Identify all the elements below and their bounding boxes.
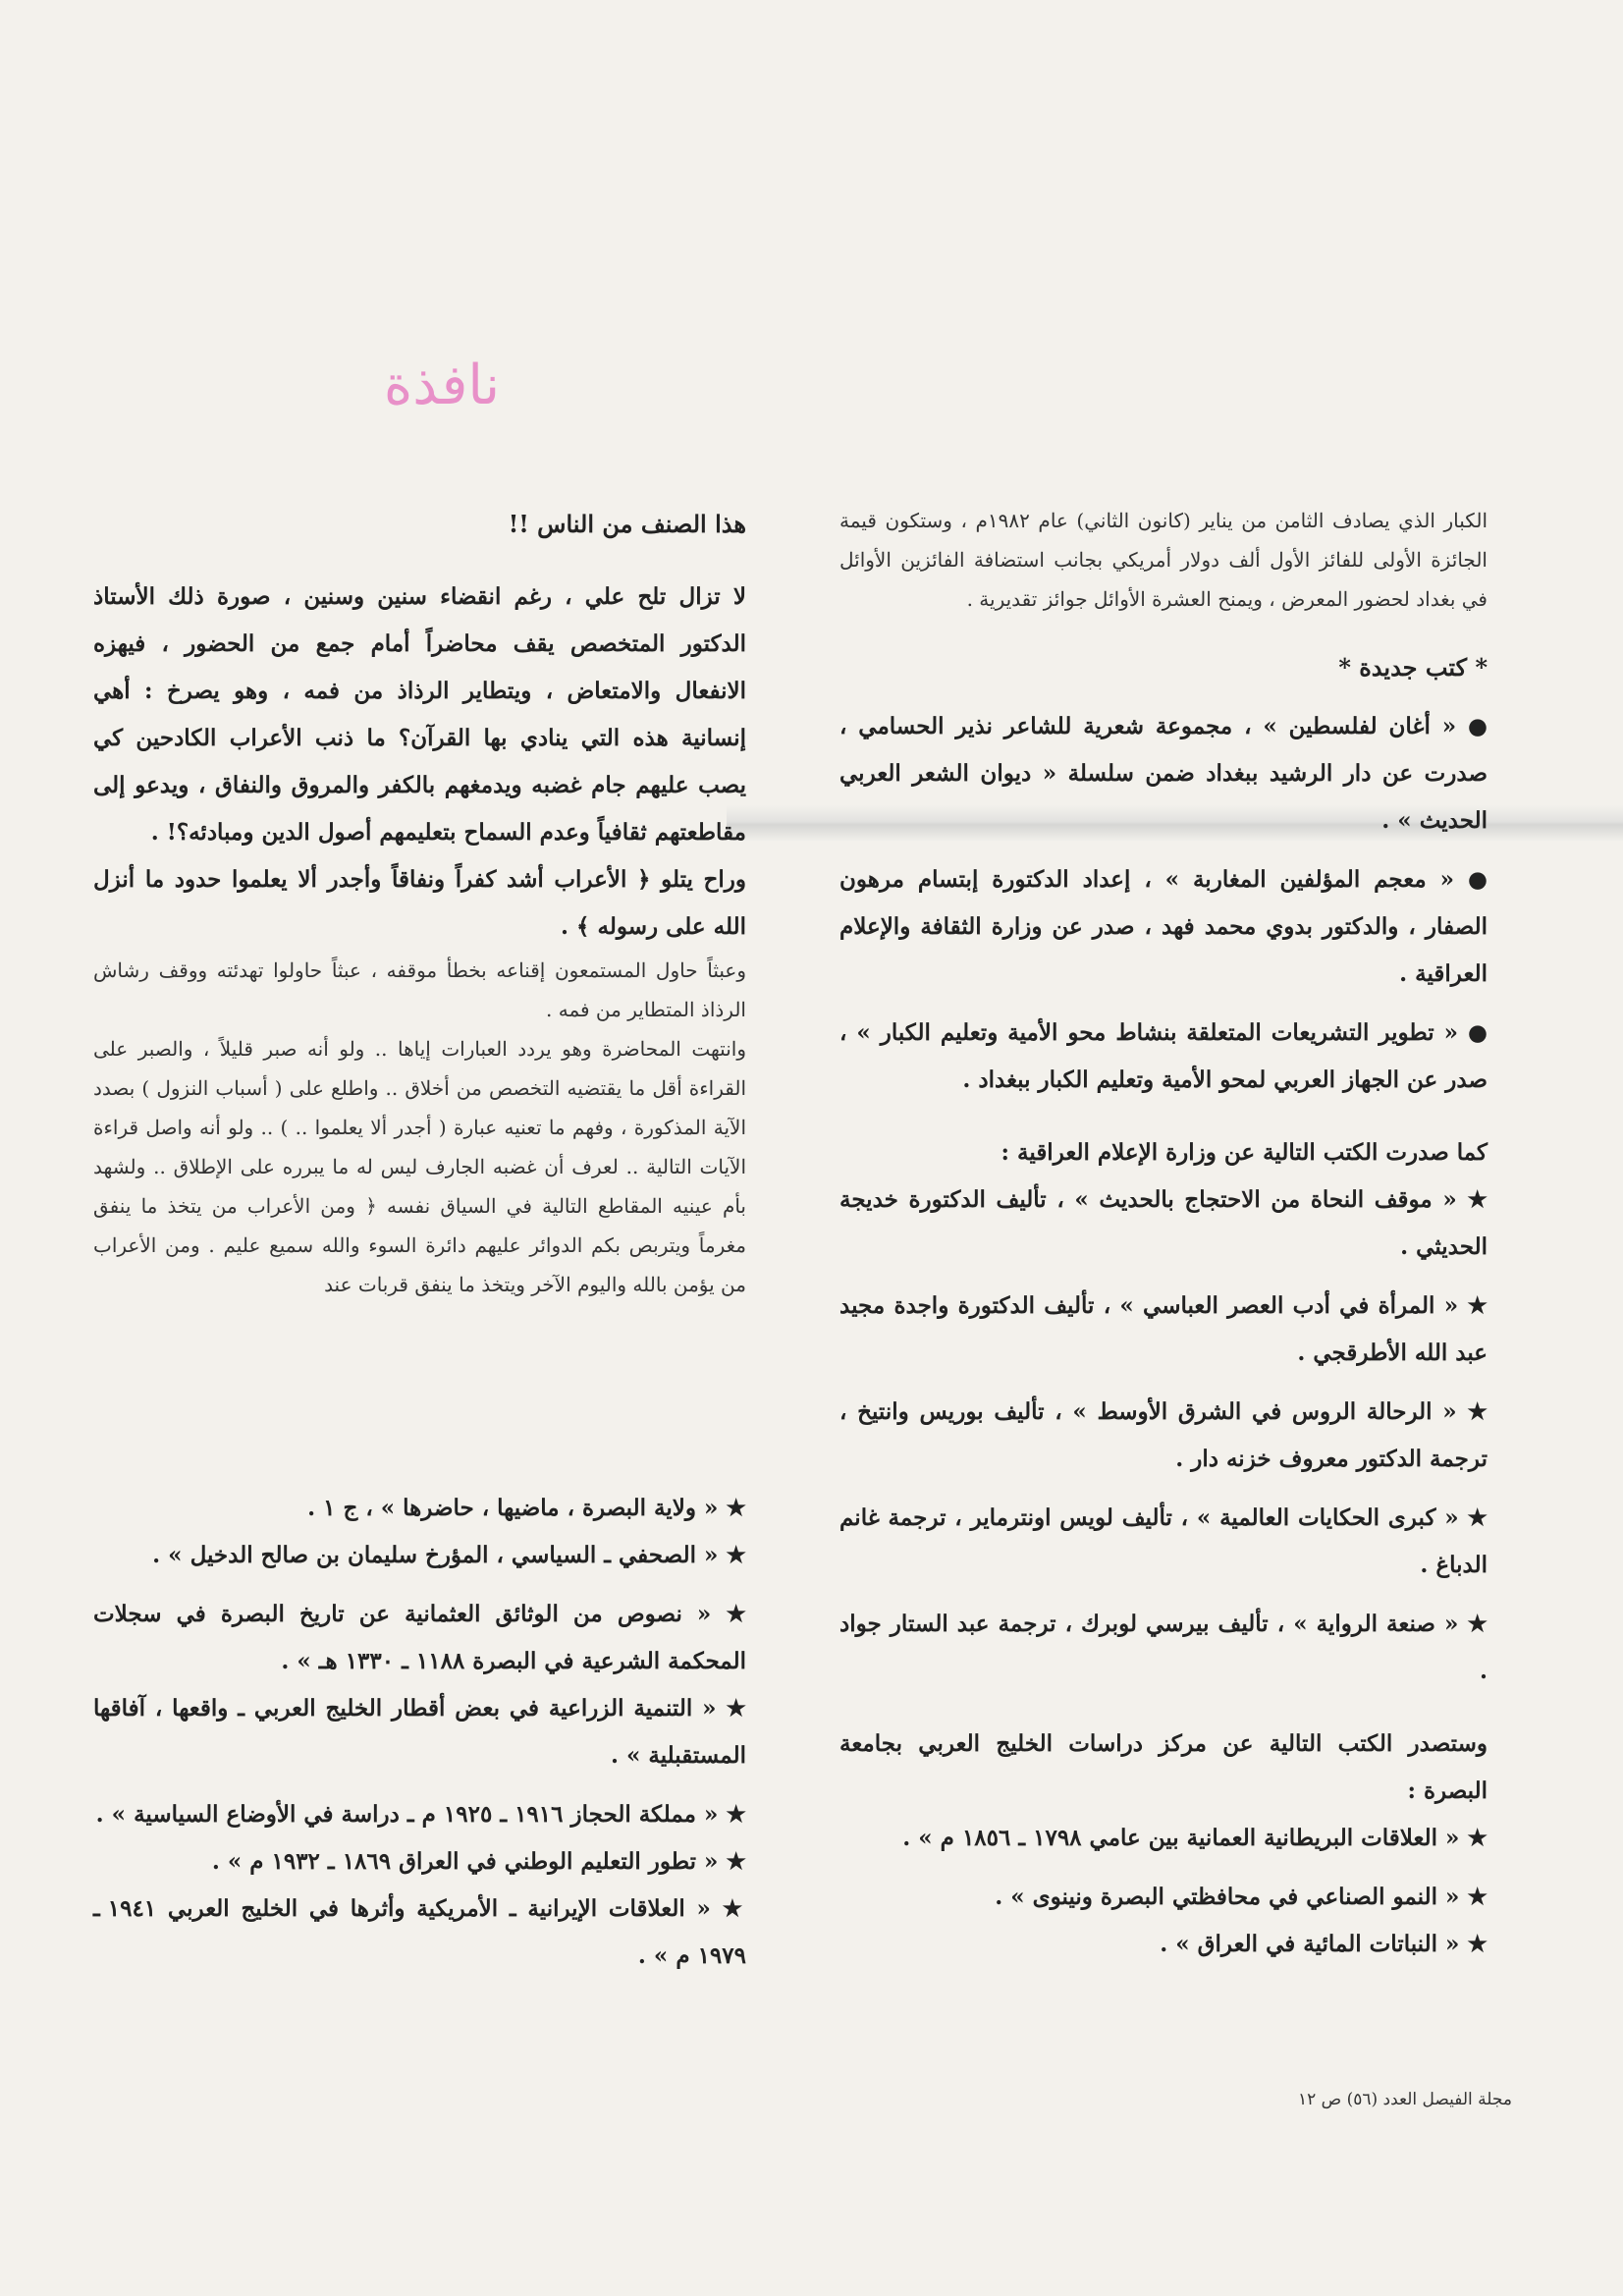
article-small-paragraph: وانتهت المحاضرة وهو يردد العبارات إياها .. ولو أنه صبر قليلاً ، والصبر على القراءة أقل ما يقتضيه التخصص من أخلاق .. واطلع على ( أسباب النزول ) بصدد الآية المذكورة ، وفهم ما تعنيه عبارة ( أجدر ألا يعلموا .. ) .. ولو أنه واصل قراءة الآيات التالية .. لعرف أن غضبه الجارف ليس له ما يبرره على الإطلاق .. ولشهد بأم عينيه المقاطع التالية في السياق نفسه ﴿ ومن الأعراب من يتخذ ما ينفق مغرماً ويتربص بكم الدوائر عليهم دائرة السوء والله سميع عليم . ومن الأعراب من يؤمن بالله واليوم الآخر ويتخذ ما ينفق قربات عند: [93, 1037, 746, 1296]
book-item: ● « تطوير التشريعات المتعلقة بنشاط محو الأمية وتعليم الكبار » ، صدر عن الجهاز العربي لمحو الأمية وتعليم الكبار ببغداد .: [839, 1019, 1488, 1093]
intro-paragraph: الكبار الذي يصادف الثامن من يناير (كانون الثاني) عام ١٩٨٢م ، وستكون قيمة الجائزة الأولى للفائز الأول ألف دولار أمريكي بجانب استضافة الفائزين الأوائل في بغداد لحضور المعرض ، ويمنح العشرة الأوائل جوائز تقديرية .: [839, 509, 1488, 611]
center-book-item: ★ « النمو الصناعي في محافظتي البصرة ونينوى » .: [995, 1884, 1488, 1910]
center-book-item: ★ « العلاقات البريطانية العمانية بين عامي ١٧٩٨ ـ ١٨٥٦ م » .: [902, 1825, 1488, 1851]
ministry-book-item: ★ « الرحالة الروس في الشرق الأوسط » ، تأليف بوريس وانتيخ ، ترجمة الدكتور معروف خزنه دار .: [839, 1398, 1488, 1472]
basra-book-item: ★ « التنمية الزراعية في بعض أقطار الخليج العربي ـ واقعها ، آفاقها المستقبلية » .: [93, 1695, 746, 1769]
center-book-item: ★ « النباتات المائية في العراق » .: [1160, 1931, 1488, 1957]
center-intro: وستصدر الكتب التالية عن مركز دراسات الخليج العربي بجامعة البصرة :: [839, 1730, 1488, 1804]
article-paragraph: وراح يتلو ﴿ الأعراب أشد كفراً ونفاقاً وأجدر ألا يعلموا حدود ما أنزل الله على رسوله ﴾ .: [93, 866, 746, 940]
basra-book-item: ★ « تطور التعليم الوطني في العراق ١٨٦٩ ـ ١٩٣٢ م » .: [211, 1848, 746, 1875]
ministry-book-item: ★ « كبرى الحكايات العالمية » ، تأليف لويس اونترماير ، ترجمة غانم الدباغ .: [839, 1504, 1488, 1578]
basra-book-item: ★ « ولاية البصرة ، ماضيها ، حاضرها » ، ج ١ .: [307, 1495, 746, 1521]
left-column-book-list: [93, 1485, 746, 1980]
article-title: هذا الصنف من الناس !!: [508, 510, 746, 538]
basra-book-item: ★ « مملكة الحجاز ١٩١٦ ـ ١٩٢٥ م ـ دراسة في الأوضاع السياسية » .: [95, 1801, 746, 1828]
basra-book-item: ★ « العلاقات الإيرانية ـ الأمريكية وأثرها في الخليج العربي ١٩٤١ ـ ١٩٧٩ م » .: [93, 1895, 746, 1969]
book-item: ● « معجم المؤلفين المغاربة » ، إعداد الدكتورة إبتسام مرهون الصفار ، والدكتور بدوي محمد فهد ، صدر عن وزارة الثقافة والإعلام العراقية .: [839, 866, 1488, 987]
ministry-book-item: ★ « المرأة في أدب العصر العباسي » ، تأليف الدكتورة واجدة مجيد عبد الله الأطرقجي .: [839, 1292, 1488, 1366]
basra-book-item: ★ « الصحفي ـ السياسي ، المؤرخ سليمان بن صالح الدخيل » .: [152, 1542, 746, 1568]
ministry-book-item: ★ « موقف النحاة من الاحتجاج بالحديث » ، تأليف الدكتورة خديجة الحديثي .: [839, 1186, 1488, 1260]
left-column-article: [93, 501, 746, 1304]
basra-book-item: ★ « نصوص من الوثائق العثمانية عن تاريخ البصرة في سجلات المحكمة الشرعية في البصرة ١١٨٨ ـ ١٣٣٠ هـ » .: [93, 1601, 746, 1674]
page-title: نافذة: [383, 354, 501, 417]
page-footer: مجلة الفيصل العدد (٥٦) ص ١٢: [1297, 2090, 1512, 2109]
article-paragraph: لا تزال تلح علي ، رغم انقضاء سنين وسنين ، صورة ذلك الأستاذ الدكتور المتخصص يقف محاضراً أمام جمع من الحضور ، فيهزه الانفعال والامتعاض ، ويتطاير الرذاذ من فمه ، وهو يصرخ : أهي إنسانية هذه التي ينادي بها القرآن؟ ما ذنب الأعراب الكادحين كي يصب عليهم جام غضبه ويدمغهم بالكفر والمروق والنفاق ، ويدعو إلى مقاطعتهم ثقافياً وعدم السماح بتعليمهم أصول الدين ومبادئه؟! .: [93, 583, 746, 846]
right-column: [839, 501, 1488, 1968]
book-item: ● « أغان لفلسطين » ، مجموعة شعرية للشاعر نذير الحسامي ، صدرت عن دار الرشيد ببغداد ضمن سلسلة « ديوان الشعر العربي الحديث » .: [839, 713, 1488, 834]
ministry-book-item: ★ « صنعة الرواية » ، تأليف بيرسي لوبرك ، ترجمة عبد الستار جواد .: [839, 1611, 1488, 1684]
section-title-new-books: * كتب جديدة *: [1338, 653, 1488, 682]
article-small-paragraph: وعبثاً حاول المستمعون إقناعه بخطأ موقفه ، عبثاً حاولوا تهدئته ووقف رشاش الرذاذ المتطاير من فمه .: [93, 958, 746, 1021]
ministry-intro: كما صدرت الكتب التالية عن وزارة الإعلام العراقية :: [1001, 1139, 1488, 1166]
